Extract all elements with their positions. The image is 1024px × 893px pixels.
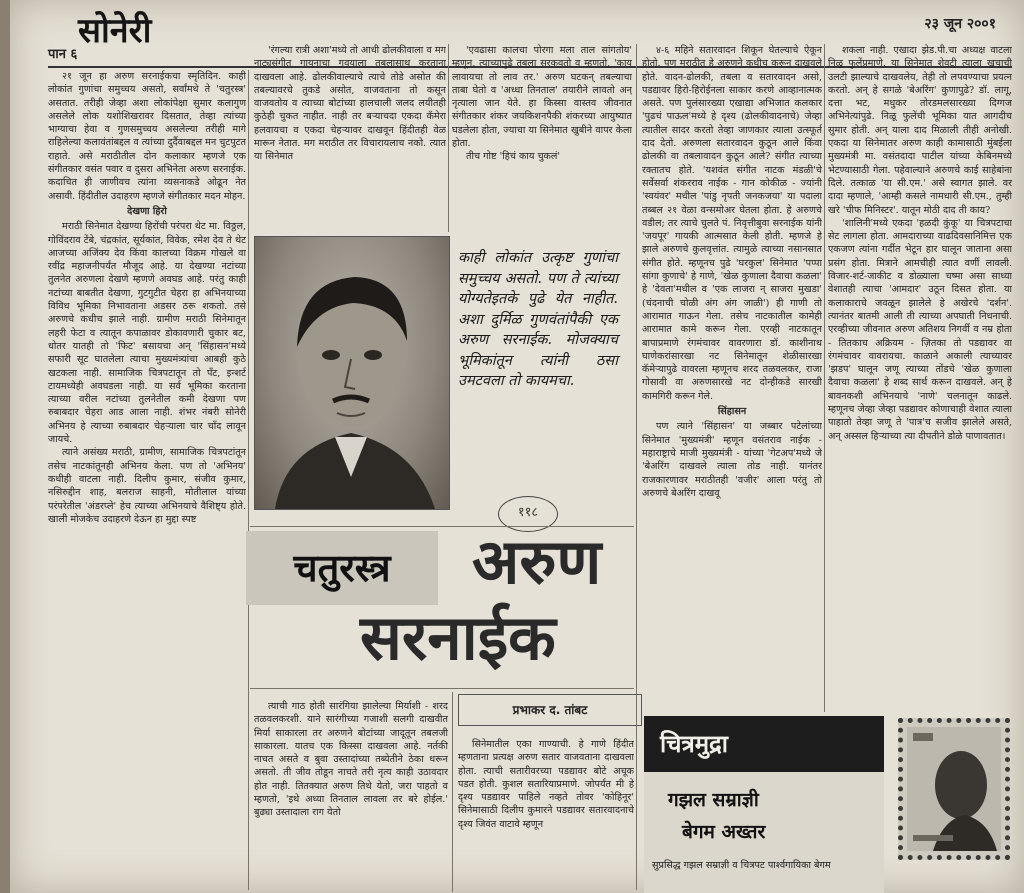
article-column-3-top xyxy=(452,44,632,234)
headline-name-line-2: सरनाईक xyxy=(360,601,556,674)
article-column-3-bottom xyxy=(458,738,634,893)
subheading-handsome-hero: देखणा हिरो xyxy=(127,205,167,217)
paragraph: मराठी सिनेमात देखण्या हिरोंची परंपरा थेट मा. विठ्ठल, गोविंदराव टेंबे, चंद्रकांत, सूर्यकांत, विवेक, रमेश देव ते थेट आजच्या अजिंक्य देव किंवा कालच्या विक्रम गोखले वा रवींद्र महाजनीपर्यंत मौजूद आहे. या देखण्या नटांच्या तुलनेत अरुणला देखणे म्हणणे अवघड आहे. परंतु काही नटांच्या बाबतीत देखणा, गुटगुटीत चेहरा हा अभिनयाच्या विविध भूमिका निभावताना अडसर ठरू शकतो. तसे अरुणचे कधीच झाले नाही. ग्रामीण मराठी सिनेमातून लहरी फेटा व त्यातून कपाळावर डोकावणारी चुकार बट, धोतर यातही तो 'फिट' बसायचा अन् 'सिंहासन'मध्ये सफारी सूट घातलेला त्याचा मुख्यमंत्र्यांचा आबही कुठे खटकला नाही. सामाजिक चित्रपटातून तो पँट, इन्शर्ट टायमध्येही अवघडला नाही. या सर्व भूमिका करताना त्याच्या वरील नटांच्या तुलनेतील कमी देखणा पण रुबाबदार चेहरा आड आला नाही. शंभर नंबरी सोनेरी अभिनय हे त्याच्या रुबाबदार चेहऱ्याला चार चाँद लावून जायचे. xyxy=(48,221,246,446)
page-number: पान ६ xyxy=(48,47,78,62)
handwritten-number: ११८ xyxy=(498,496,558,532)
chitramudra-caption: सुप्रसिद्ध गझल सम्राज्ञी व चित्रपट पार्श्वगायिका बेगम xyxy=(652,860,831,871)
paragraph: 'एवढासा कालचा पोरगा मला ताल सांगतोय' म्हणून, त्याच्यापुढे तबला सरकवतो व म्हणतो, 'काय लावायचा तो लाव तर.' अरुण घटकन् तबल्याचा ताबा घेतो व 'अध्धा तिनताल' तयारीने लावतो अन् नृत्याला जान येते. हा किस्सा वास्तव जीवनात संगीतकार शंकर जयकिशनपैकी शंकरच्या आयुष्यात घडलेला होता, ज्याचा या सिनेमात खुबीने वापर केला होता. xyxy=(452,45,632,150)
column-divider xyxy=(248,70,249,890)
paragraph: शकला नाही. एखादा झेड.पी.चा अध्यक्ष वाटला निळू फुलेंप्रमाणे. या सिनेमात शेवटी त्याला खचाची उलटी झाल्याचे दाखवलेय, तेही तो लपवण्याचा प्रयत्न करतो. अन् हे सगळे 'बेअरिंग' कुणापुढे? डॉ. लागू, दत्ता भट, मधुकर तोरडमलसारख्या दिग्गज अभिनेत्यांपुढे. निळू फुलेंची भूमिका यात आगदीच सुमार होती. अन् याला दाद मिळाली तीही अनोखी. एकदा या सिनेमातर अरुण काही कामासाठी मुंबईला मुख्यमंत्री मा. वसंतदादा पाटील यांच्या केबिनमध्ये भेटण्यासाठी गेला. पहेवाल्याने अरुणचे काई साहेबांना दिले. तत्काळ 'या सी.एम.' असे स्वागत झाले. वर दादा म्हणाले, 'आम्ही कसले नामधारी सी.एम., तुम्ही खरे 'चीफ मिनिस्टर'. यातून मोठी दाद ती काय? xyxy=(828,45,1012,216)
column-divider xyxy=(452,692,453,892)
column-divider xyxy=(824,44,825,712)
paragraph: ४-६ महिने सतारवादन शिकून घेतल्याचे ऐकून होतो. पण मराठीत हे अरुणने कधीच करून दाखवले होते. वादन-ढोलकी, तबला व सतारवादन असो, पडद्यावर हिरो-हिरोईनला साकार करणे आव्हानात्मक असते. पण पुलंसारख्या एखाद्या अभिजात कलकार 'पुढचं पाऊल'मध्ये हे दृश्य (ढोलकीवादनाचे) जेव्हा त्यातील सादर करतो तेव्हा जाणकार त्याला उत्स्फूर्त दाद देतो. अरुणला सतारवादन कुठून आले किंवा ढोलकी वा तबलावादन कुठून आले? संगीत त्याच्या रक्तातच होते. 'यशवंत संगीत नाटक मंडळी'चे सर्वेसर्वा शंकरराव नाईक - गान कोकीळ - ज्यांनी 'स्वयंवर' मधील 'पांडु नृपती जनकजया' या पदाला तब्बल २१ वेळा वन्समोअर घेतला होता. हे अरुणचे वडील; तर त्याचे चुलते पं. निवृत्तीबुवा सरनाईक यांनी 'जयपूर' गायकी आत्मसात केली होती. म्हणजे हे झाले अरुणचे कुलवृत्तांत. त्यामुळे त्याच्या नसानसात संगीत होते. म्हणूनच पुढे 'घरकुल' सिनेमात 'पप्पा सांगा कुणाचे' हे गाणे, 'खेळ कुणाला दैवाचा कळला' हे 'देवता'मधील व 'एक लाजरा न् साजरा मुखडा' (चंदनाची चोळी अंग अंग जाळी') ही गाणी तो आरामात गाऊन गेला. तसेच नाटकातील कामेही आरामात कामे करून गेला. एरव्ही नाटकातून बापाप्रमाणे रंगमंचावर वावरणारा डॉ. काशीनाथ घाणेकरांसारखा नट सिनेमातून शेळीसारखा कॅमेऱ्यापुढे वावरला म्हणूनच शरद तळवलकर, राजा गोसावी वा अरुणसारखे नट दोन्हीकडे सारखी कामगिरी करून गेले. xyxy=(642,45,822,402)
column-divider xyxy=(636,44,637,890)
article-column-5 xyxy=(828,44,1012,708)
article-column-2-bottom xyxy=(254,700,448,893)
paragraph: 'शालिनी'मध्ये एकदा 'हळदी कुंकू' या चित्रपटाचा सेट लागला होता. आमदाराच्या वाढदिवसानिमित्त एक एकजण त्यांना गर्दीत भेटून हार घालून जाताना असा प्रसंग होता. मित्राने आमचीही त्यात वर्णी लावली. विजार-शर्ट-जाकीट व डोळ्याला चष्मा असा साध्या वेशातही त्याचा 'आमदार' उठून दिसत होता. या कलाकाराचे जवळून झालेले हे अखेरचे 'दर्शन'. त्यानंतर बातमी आली ती त्याच्या अपघाती निधनाची. एरव्हीच्या जीवनात अरुण अतिशय निगर्वी व नम्र होता - तितकाच अक्रियम - ज़ितका तो पडद्यावर वा रंगमंचावर वावरायचा. काळाने अकाली त्याच्यावर 'झडप' घालून जणू त्याच्या तोंडचे 'खेळ कुणाला दैवाचा कळला' हे शब्द सार्थ करून दाखवले. अन् हे बावनकशी अभिनयाचे 'नाणे' चलनातून काढले. म्हणूनच जेव्हा जेव्हा पडद्यावर कोणाचाही वेशात त्याला पाहातो तेव्हा जणू ते 'पात्र'च सजीव झालेले असते, अन् अस्सल हिऱ्याच्या त्या दीपतीने डोळे पाणावतात। xyxy=(828,217,1012,442)
issue-date: २३ जून २००१ xyxy=(924,16,996,32)
portrait-photo xyxy=(254,236,450,510)
chitramudra-title-line-1: गझल सम्राज्ञी xyxy=(668,789,759,811)
headline-rule xyxy=(250,688,634,689)
paragraph: त्याची गाठ होती सारंगिया झालेल्या मिर्याशी - शरद तळवलकरशी. याने सारंगीच्या गजाशी सलगी दाखवीत मिर्या साकारला तर अरुणने बोटांच्या जादूतून तबलजी साकारला. यातच एक किस्सा दाखवला आहे. नर्तकी नाचत असते व बुवा उस्तादांच्या तब्येतीने ठेका धरून असतो. ती जीव तोडून नाचते तरी नृत्य काही उठावदार होत नाही. तितक्यात अरुण तिथे येतो, जरा पाहतो व म्हणतो, 'इथे अध्या तिनताल लावला तर बरे होईल.' बुढ्या उस्तादाला राग येतो xyxy=(254,701,448,819)
paragraph: सिनेमातील एका गाण्याची. हे गाणे हिंदीत म्हणताना प्रत्यक्ष अरुण सतार वाजवताना दाखवला होता. त्याची सतारीवरच्या पडद्यावर बोटे अचूक पडत होती. कुशल सतारियाप्रमाणे. जोपर्यंत मी हे दृश्य पडद्यावर पाहिले नव्हते तोवर 'कोहिनूर' सिनेमासाठी दिलीप कुमारने पडद्यावर सतारवादनाचे दृश्य जिवंत वाटावे म्हणून xyxy=(458,739,634,830)
newspaper-page xyxy=(10,0,1024,893)
article-column-4 xyxy=(642,44,822,714)
subheading-sinhasan: सिंहासन xyxy=(717,406,747,418)
byline: प्रभाकर द. तांबट xyxy=(458,694,642,726)
article-column-2-top xyxy=(254,44,446,234)
column-divider xyxy=(448,44,449,232)
article-column-1 xyxy=(48,70,246,890)
headline-name-line-1: अरुण xyxy=(472,525,602,598)
chitramudra-title-line-2: बेगम अख्तर xyxy=(682,821,766,843)
pull-quote: काही लोकांत उत्कृष्ट गुणांचा समुच्चय असतो. पण ते त्यांच्या योग्यतेइतके पुढे येत नाहीत. अशा दुर्मिळ गुणवंतांपैकी एक अरुण सरनाईक. मोजक्याच भूमिकांतून त्यांनी ठसा उमटवला तो कायमचा. xyxy=(458,250,618,389)
paragraph: २१ जून हा अरुण सरनाईकचा स्मृतिदिन. काही लोकांत गुणांचा समुच्चय असतो, सर्वांमधे ते 'चतुरस्त्र' असतात. तरीही जेव्हा अशा लोकांपेक्षा सुमार कलागुण असलेले लोक यशोशिखरावर दिसतात, तेव्हा त्यांच्या भाग्याचा हेवा व गुणसमुच्चय असलेल्या तरीही मागे राहिलेल्या कलावंतांबद्दल व त्यांच्या दुर्दैवाबद्दल मन चुटपुटत राहाते. असे मराठीतील दोन कलाकार म्हणजे एक संगीतकार वसंत पवार व दुसरा अभिनेता अरुण सरनाईक. कदाचित ही जाणीवच त्यांना व्यसनाकडे ओढून नेत असावी. हिंदीतील उदाहरण म्हणजे संगीतकार मदन मोहन. xyxy=(48,71,246,202)
paragraph: तीच गोष्ट 'हिचं काय चुकलं' xyxy=(466,151,561,163)
portrait-illustration xyxy=(255,237,449,509)
masthead: सोनेरी xyxy=(78,11,152,51)
chitramudra-section-title: चित्रमुद्रा xyxy=(644,716,884,772)
paragraph: पण त्याने 'सिंहासन' या जब्बार पटेलांच्या सिनेमात 'मुख्यमंत्री' म्हणून वसंतराव नाईक - महाराष्ट्राचे माजी मुख्यमंत्री - यांच्या 'गेटअप'मध्ये जे 'बेअरिंग दाखवले त्याला तोड नाही. यानंतर राजकारणावर मराठीतही 'वजीर' आला परंतु तो अरुणचे बेअरिंग दाखवू xyxy=(642,421,822,499)
headline-left-word: चतुरस्त्र xyxy=(246,531,438,605)
paragraph: त्याने असंख्य मराठी, ग्रामीण, सामाजिक चित्रपटांतून तसेच नाटकांतूनही अभिनय केला. पण तो 'अभिनय' कधीही वाटला नाही. दिलीप कुमार, संजीव कुमार, नसिरुद्दीन शाह, बलराज साहनी, मोतीलाल यांच्या परंपरेतील 'अंडरप्ले' हेच त्याच्या अभिनयाचे वैशिष्ट्य होते. खाली मोजकेच उदाहरणे देऊन हा मुद्दा स्पष्ट xyxy=(48,447,246,525)
stamp-portrait xyxy=(903,723,1005,855)
postage-stamp-image xyxy=(898,718,1010,860)
paragraph: 'रंगल्या रात्री अशा'मध्ये तो आधी ढोलकीवाला व मग नाट्यसंगीत गायनाचा गवयाला तबलासाथ करताना दाखवला आहे. ढोलकीवाल्याचे त्याचे तोडे असोत की तबल्यावरचे तुकडे असोत, वाजवताना तो कसून वाजवतोय व त्याच्या बोटांच्या हालचाली जलद लयीतही कुठेही चुकत नाहीत. नाही तर बऱ्याचदा एकदा कॅमेरा हलवायचा व एकदा चेहऱ्यावर दाखवून हिंदीतही वेळ मारून नेतात. मग मराठीत तर विचारायलाच नको. त्यात या सिनेमात xyxy=(254,45,446,163)
